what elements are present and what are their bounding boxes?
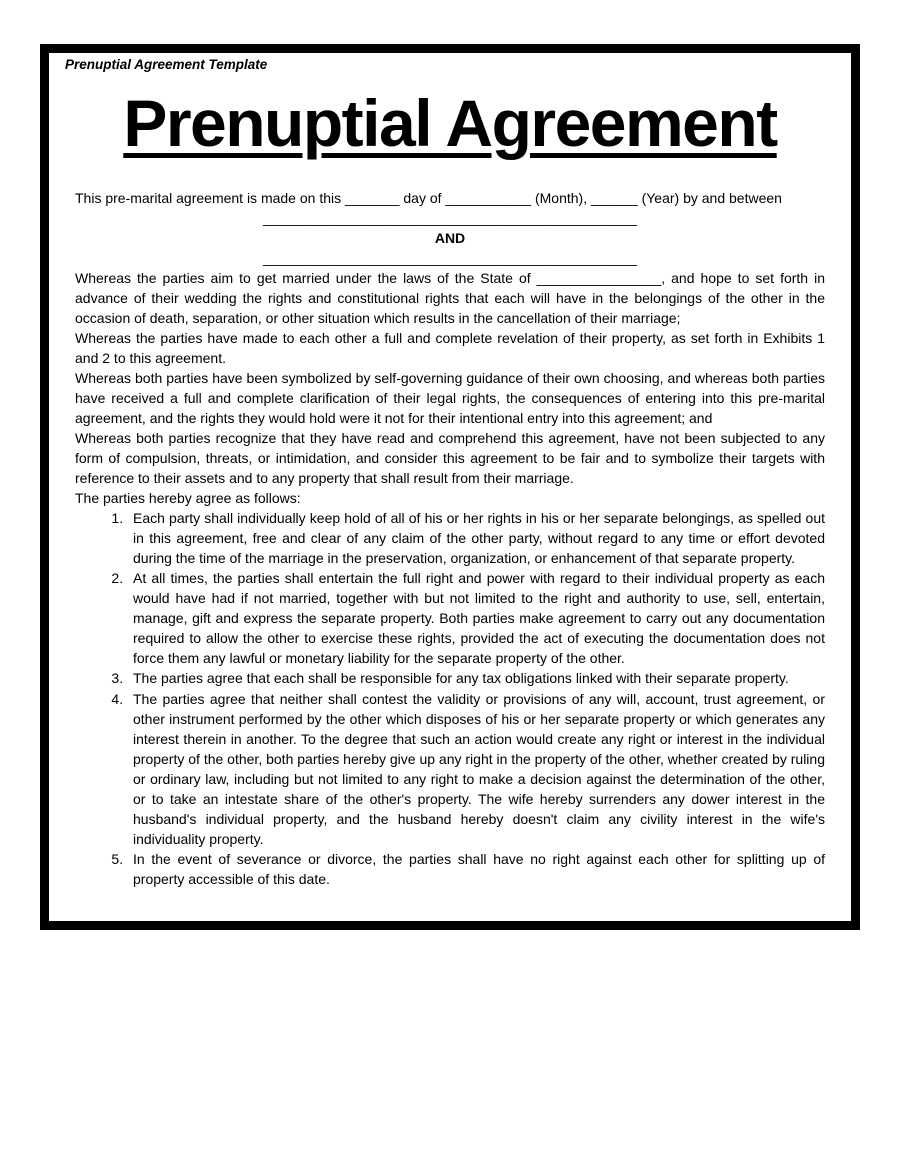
agreement-item-5: 5. In the event of severance or divorce, the parties shall have no right against each other for splitting up of property accessible of this date. [127, 849, 825, 889]
document-title [63, 86, 837, 162]
agreement-item-4: 4. The parties agree that neither shall contest the validity or provisions of any will, account, trust agreement, or other instrument performed by the other which disposes of his or her separate property or which generates any interest therein in another. To the degree that such an action would create any right or interest in the individual property of the other, both parties hereby give up any right in the property of the other, whether created by ruling or ordinary law, including but not limited to any right to make a decision against the determination of the other, or to take an intestate share of the other's property. The wife hereby surrenders any dower interest in the husband's individual property, and the husband hereby doesn't claim any civility interest in the wife's individuality property. [127, 689, 825, 849]
and-label: AND [434, 230, 466, 247]
document-page [40, 44, 860, 930]
party-name-blank-1: ________________________________________________ [263, 210, 637, 227]
agreement-item-3: 3. The parties agree that each shall be responsible for any tax obligations linked with their separate property. [127, 668, 825, 688]
intro-paragraph: This pre-marital agreement is made on this _______ day of ___________ (Month), ______ (Year) by and between [75, 190, 782, 207]
agreement-items-list [75, 508, 825, 888]
document-body [63, 188, 837, 889]
party-name-blank-2: ________________________________________________ [263, 250, 637, 267]
whereas-paragraph-2: Whereas the parties have made to each other a full and complete revelation of their property, as set forth in Exhibits 1 and 2 to this agreement. [75, 330, 825, 367]
agreement-item-1: 1. Each party shall individually keep hold of all of his or her rights in his or her separate belongings, as spelled out in this agreement, free and clear of any claim of the other party, without regard to any time or effort devoted during the time of the marriage in the preservation, organization, or enhancement of that separate property. [127, 508, 825, 568]
whereas-paragraph-4: Whereas both parties recognize that they have read and comprehend this agreement, have not been subjected to any form of compulsion, threats, or intimidation, and consider this agreement to be fair and to symbolize their targets with reference to their assets and to any property that shall result from their marriage. [75, 430, 825, 487]
agreement-item-2: 2. At all times, the parties shall entertain the full right and power with regard to their individual property as each would have had if not married, together with but not limited to the right and authority to use, sell, entertain, manage, gift and express the separate property. Both parties make agreement to carry out any documentation required to allow the other to exercise these rights, provided the act of executing the documentation does not force them any lawful or monetary liability for the separate property of the other. [127, 568, 825, 668]
template-header-label: Prenuptial Agreement Template [65, 57, 268, 72]
agree-intro: The parties hereby agree as follows: [75, 490, 301, 507]
document-title-text: Prenuptial Agreement [123, 86, 777, 161]
whereas-paragraph-3: Whereas both parties have been symbolized by self-governing guidance of their own choosing, and whereas both parties have received a full and complete clarification of their legal rights, the consequences of entering into this pre-marital agreement, and the rights they would hold were it not for their intentional entry into this agreement; and [75, 370, 825, 427]
whereas-paragraph-1: Whereas the parties aim to get married under the laws of the State of ________________, and hope to set forth in advance of their wedding the rights and constitutional rights that each will have in the belongings of the other in the occasion of death, separation, or other situation which results in the cancellation of their marriage; [75, 270, 825, 327]
